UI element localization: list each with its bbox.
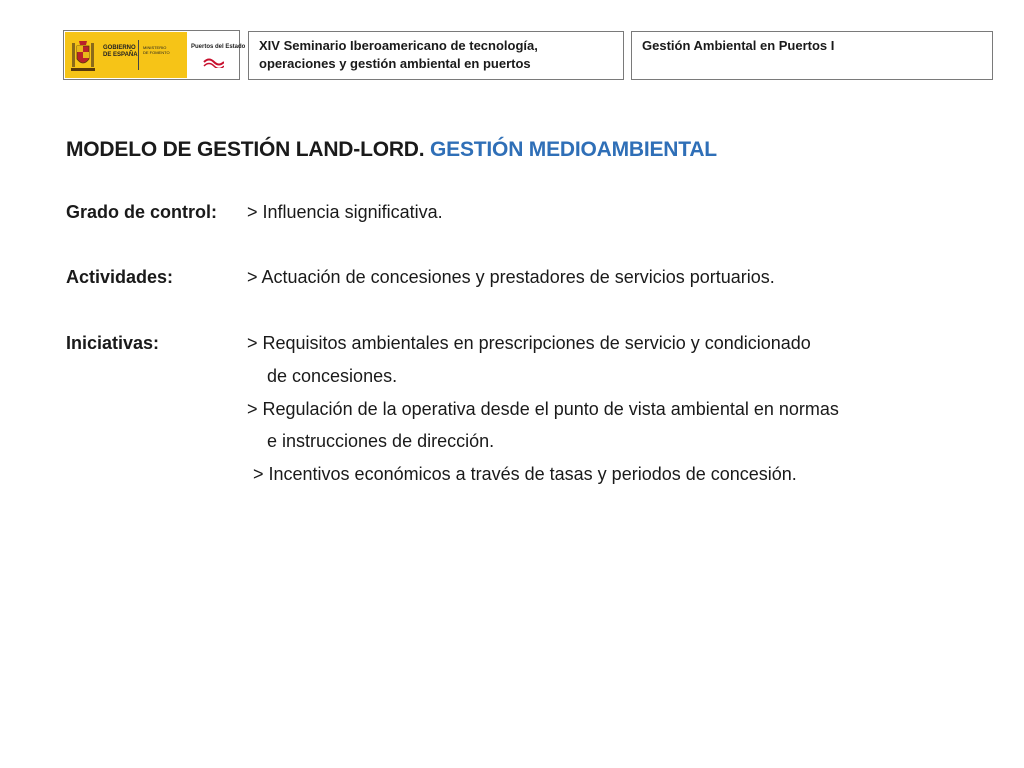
iniciativas-label: Iniciativas: xyxy=(66,333,160,353)
iniciativa-1-line-2: de concesiones. xyxy=(267,366,398,386)
grado-value: > Influencia significativa. xyxy=(247,202,443,222)
slide-title-accent: GESTIÓN MEDIOAMBIENTAL xyxy=(430,138,717,161)
slide-title-main: MODELO DE GESTIÓN LAND-LORD. xyxy=(66,138,425,161)
iniciativa-1-line-1: > Requisitos ambientales en prescripciones de servicio y condicionado xyxy=(247,333,811,353)
ministry-label: MINISTERIO DE FOMENTO xyxy=(143,45,170,55)
section-title-box xyxy=(631,31,993,80)
coat-of-arms-icon xyxy=(71,37,95,73)
logo-white-panel xyxy=(187,32,239,78)
waves-icon xyxy=(202,56,224,68)
logo-yellow-panel xyxy=(65,32,187,78)
section-title: Gestión Ambiental en Puertos I xyxy=(642,38,835,53)
puertos-del-estado-logo xyxy=(63,30,246,80)
iniciativa-2-line-1: > Regulación de la operativa desde el punto de vista ambiental en normas xyxy=(247,399,839,419)
seminar-title-box xyxy=(248,31,624,80)
iniciativa-2-line-2: e instrucciones de dirección. xyxy=(267,431,495,451)
grado-label: Grado de control: xyxy=(66,202,218,222)
actividades-label: Actividades: xyxy=(66,267,174,287)
logo-divider xyxy=(138,40,139,70)
actividades-value: > Actuación de concesiones y prestadores de servicios portuarios. xyxy=(247,267,775,287)
ports-label: Puertos del Estado xyxy=(191,44,246,50)
iniciativa-3-line-1: > Incentivos económicos a través de tasas y periodos de concesión. xyxy=(253,464,797,484)
seminar-title-line-1: XIV Seminario Iberoamericano de tecnología, xyxy=(259,38,538,53)
government-label: GOBIERNO DE ESPAÑA xyxy=(103,45,138,58)
slide-title xyxy=(66,136,717,164)
seminar-title-line-2: operaciones y gestión ambiental en puertos xyxy=(259,56,531,71)
